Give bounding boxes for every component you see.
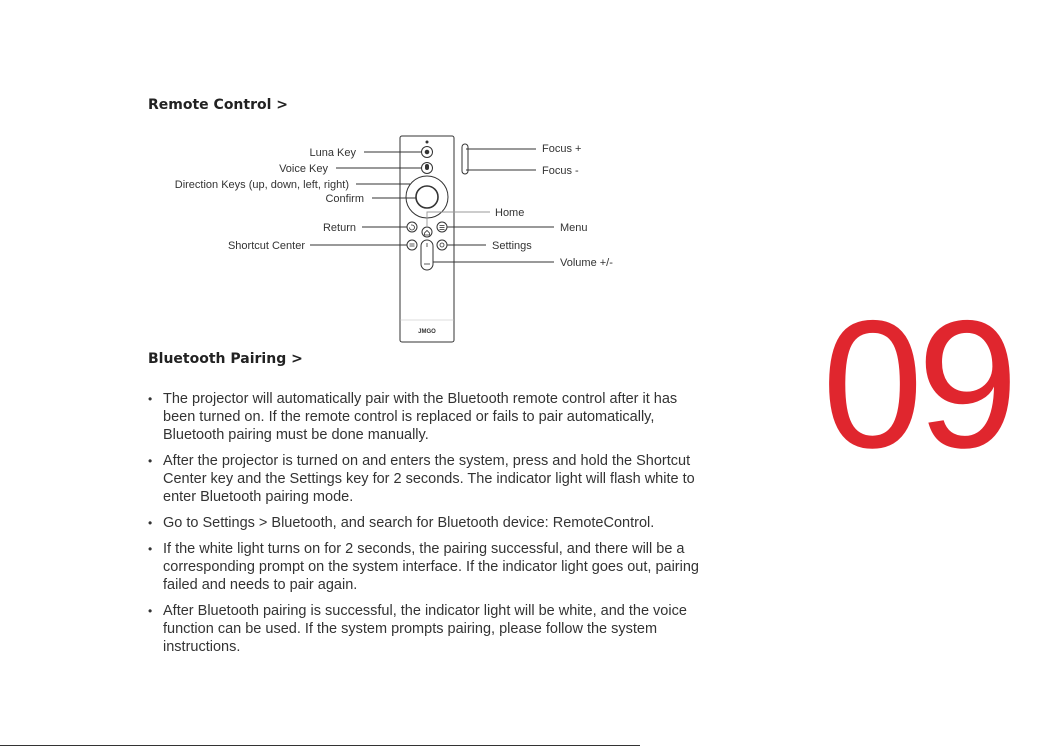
list-item: • Go to Settings > Bluetooth, and search for Bluetooth device: RemoteControl. bbox=[148, 514, 708, 532]
focus-rocker bbox=[462, 144, 468, 174]
list-item: • The projector will automatically pair with the Bluetooth remote control after it has been turned on. If the remote control is replaced or fails to pair automatically, Bluetooth pairing must be done manually. bbox=[148, 390, 708, 444]
label-voice-key: Voice Key bbox=[279, 163, 328, 175]
list-item: • If the white light turns on for 2 seconds, the pairing successful, and there will be a corresponding prompt on the system interface. If the indicator light goes out, pairing failed and needs to pair again. bbox=[148, 540, 708, 594]
label-confirm: Confirm bbox=[325, 193, 364, 205]
remote-control-heading: Remote Control > bbox=[148, 97, 289, 113]
label-direction-keys: Direction Keys (up, down, left, right) bbox=[174, 179, 349, 191]
bluetooth-pairing-heading: Bluetooth Pairing > bbox=[148, 351, 303, 367]
label-settings: Settings bbox=[492, 240, 532, 252]
menu-key-icon bbox=[437, 222, 447, 232]
list-item: • After the projector is turned on and enters the system, press and hold the Shortcut Center key and the Settings key for 2 seconds. The indicator light will flash white to enter Bluetooth pairing mode. bbox=[148, 452, 708, 506]
remote-control-body bbox=[400, 136, 468, 342]
label-shortcut-center: Shortcut Center bbox=[227, 240, 305, 252]
label-menu: Menu bbox=[560, 222, 588, 234]
bottom-divider bbox=[0, 745, 640, 746]
remote-brand-logo: JMGO bbox=[418, 329, 436, 335]
indicator-light-icon bbox=[426, 141, 428, 143]
label-luna-key: Luna Key bbox=[309, 147, 356, 159]
settings-key-icon bbox=[437, 240, 447, 250]
label-focus-plus: Focus + bbox=[542, 143, 582, 155]
return-key-icon bbox=[407, 222, 417, 232]
list-item: • After Bluetooth pairing is successful, the indicator light will be white, and the voice function can be used. If the system prompts pairing, please follow the system instructions. bbox=[148, 602, 708, 656]
label-home: Home bbox=[495, 207, 525, 219]
label-volume: Volume +/- bbox=[560, 257, 613, 269]
home-key-icon bbox=[422, 227, 432, 237]
home-callout-line bbox=[427, 212, 490, 227]
bluetooth-instructions-list bbox=[148, 390, 708, 664]
label-return: Return bbox=[322, 222, 356, 234]
label-focus-minus: Focus - bbox=[542, 165, 579, 177]
shortcut-center-key-icon bbox=[407, 240, 417, 250]
confirm-key-icon bbox=[416, 186, 438, 208]
page-number: 09 bbox=[822, 282, 1013, 486]
